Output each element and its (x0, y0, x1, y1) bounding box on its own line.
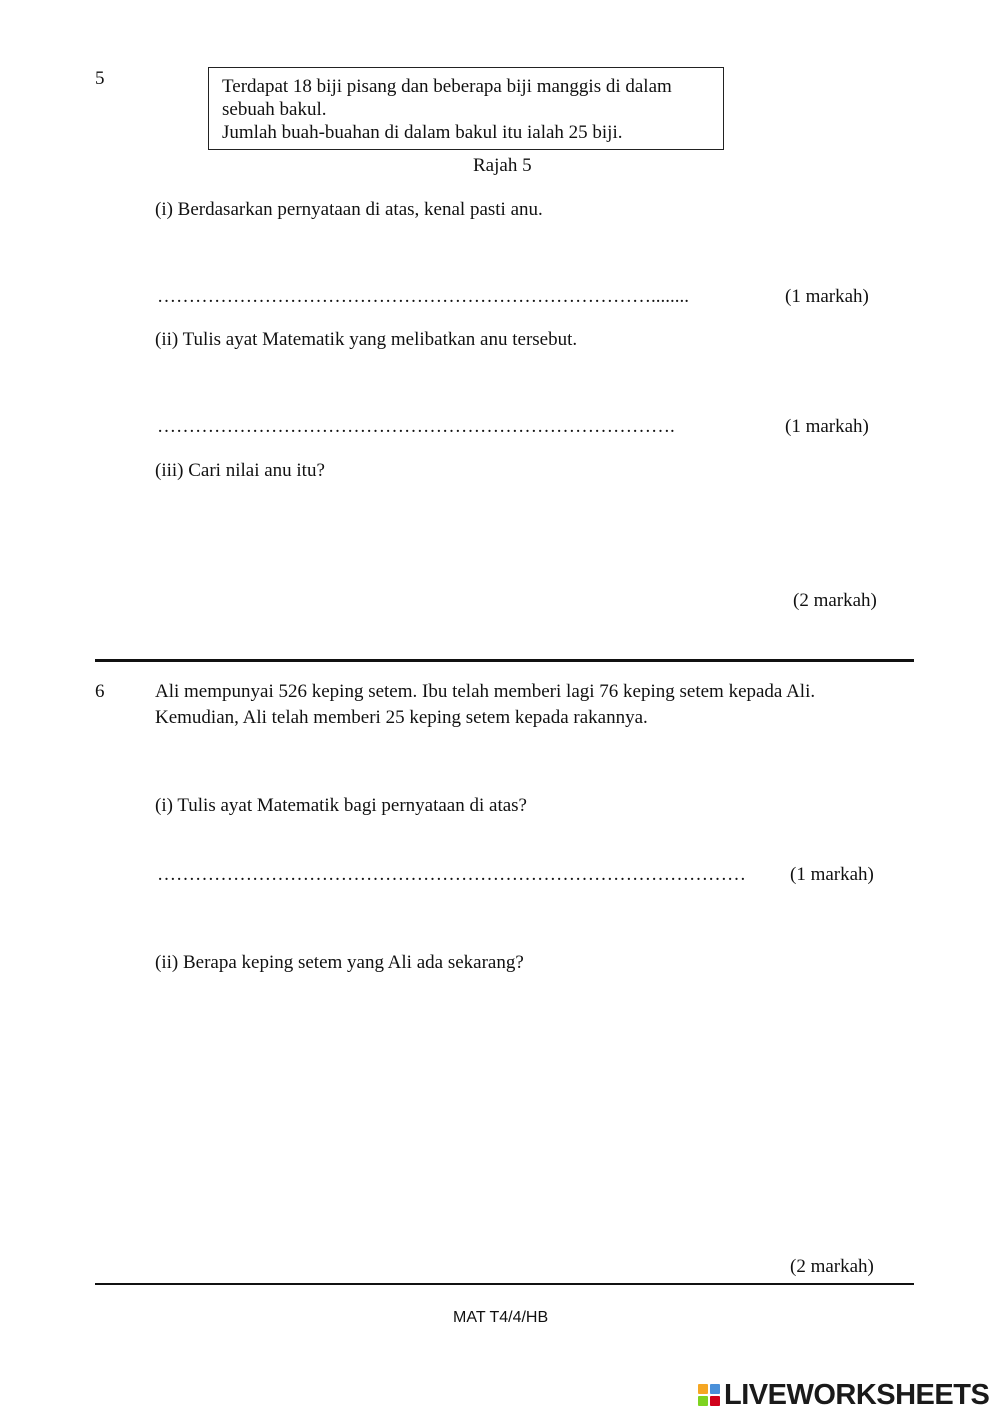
box-line: Terdapat 18 biji pisang dan beberapa biji manggis di dalam (222, 76, 672, 97)
question-6-number: 6 (95, 681, 105, 702)
q5-part-ii: (ii) Tulis ayat Matematik yang melibatkan anu tersebut. (155, 329, 578, 350)
q6-statement-line: Ali mempunyai 526 keping setem. Ibu telah memberi lagi 76 keping setem kepada Ali. (155, 681, 816, 702)
liveworksheets-grid-icon (698, 1384, 720, 1406)
q5-part-i-marks: (1 markah) (785, 286, 869, 307)
bottom-divider (95, 1283, 914, 1285)
q6-part-i: (i) Tulis ayat Matematik bagi pernyataan di atas? (155, 795, 527, 816)
page-footer-code: MAT T4/4/HB (453, 1309, 549, 1326)
rajah-5-box (208, 67, 724, 150)
q5-part-ii-marks: (1 markah) (785, 416, 869, 437)
q5-part-i: (i) Berdasarkan pernyataan di atas, kenal pasti anu. (155, 199, 543, 220)
box-line: sebuah bakul. (222, 99, 327, 120)
q6-part-i-answer-line[interactable]: ………………………………………………………………………………… (157, 864, 746, 885)
liveworksheets-wordmark: LIVEWORKSHEETS (724, 1378, 990, 1411)
q6-part-ii-marks: (2 markah) (790, 1256, 874, 1277)
liveworksheets-logo[interactable] (698, 1378, 989, 1412)
rajah-5-caption: Rajah 5 (473, 155, 532, 176)
question-5-number: 5 (95, 68, 105, 89)
q6-part-i-marks: (1 markah) (790, 864, 874, 885)
q5-part-ii-answer-line[interactable]: ………………………………………………………………………. (157, 416, 675, 437)
q5-part-iii: (iii) Cari nilai anu itu? (155, 460, 325, 481)
q5-part-i-answer-line[interactable]: ……………………………………………………………………........ (157, 286, 689, 307)
q6-part-ii: (ii) Berapa keping setem yang Ali ada sekarang? (155, 952, 524, 973)
box-line: Jumlah buah-buahan di dalam bakul itu ialah 25 biji. (222, 122, 623, 143)
q6-statement-line: Kemudian, Ali telah memberi 25 keping setem kepada rakannya. (155, 707, 648, 728)
section-divider (95, 659, 914, 662)
q5-part-iii-marks: (2 markah) (793, 590, 877, 611)
